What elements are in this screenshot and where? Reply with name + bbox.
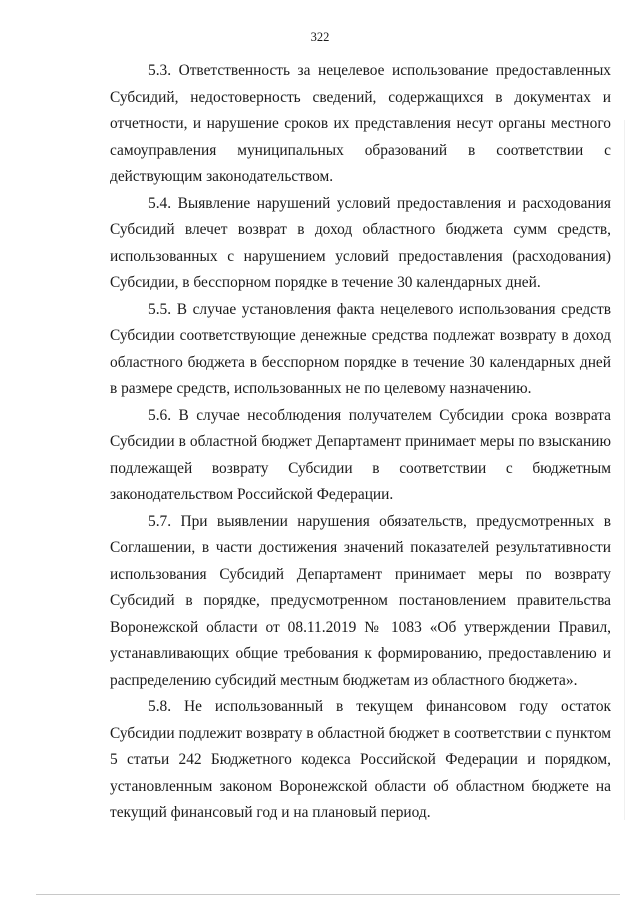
document-body [110,58,611,827]
paragraph-5-6: 5.6. В случае несоблюдения получателем Субсидии срока возврата Субсидии в областной бюджет Департамент принимает меры по взысканию подлежащей возврату Субсидии в соответствии с бюджетным законодательством Российской Федерации. [110,406,611,503]
paragraph-5-5: 5.5. В случае установления факта нецелевого использования средств Субсидии соответствующие денежные средства подлежат возврату в доход областного бюджета в бесспорном порядке в течение 30 календарных дней в размере средств, использованных не по целевому назначению. [110,300,611,397]
paragraph-5-8: 5.8. Не использованный в текущем финансовом году остаток Субсидии подлежит возврату в областной бюджет в соответствии с пунктом 5 статьи 242 Бюджетного кодекса Российской Федерации и порядком, установленным законом Воронежской области об областном бюджете на текущий финансовый год и на плановый период. [110,698,611,821]
paragraph-5-3: 5.3. Ответственность за нецелевое использование предоставленных Субсидий, недостоверность сведений, содержащихся в документах и отчетности, и нарушение сроков их представления несут органы местного самоуправления муниципальных образований в соответствии с действующим законодательством. [110,62,611,185]
scan-bottom-edge [36,894,620,895]
scan-edge-shadow [624,120,625,820]
paragraph-5-4: 5.4. Выявление нарушений условий предоставления и расходования Субсидий влечет возврат в доход областного бюджета сумм средств, использованных с нарушением условий предоставления (расходования) Субсидии, в бесспорном порядке в течение 30 календарных дней. [110,194,611,291]
paragraph-5-7: 5.7. При выявлении нарушения обязательств, предусмотренных в Соглашении, в части достижения значений показателей результативности использования Субсидий Департамент принимает меры по возврату Субсидий в порядке, предусмотренном постановлением правительства Воронежской области от 08.11.2019 № 1083 «Об утверждении Правил, устанавливающих общие требования к формированию, предоставлению и распределению субсидий местным бюджетам из областного бюджета». [110,512,611,689]
page-number: 322 [310,30,330,44]
